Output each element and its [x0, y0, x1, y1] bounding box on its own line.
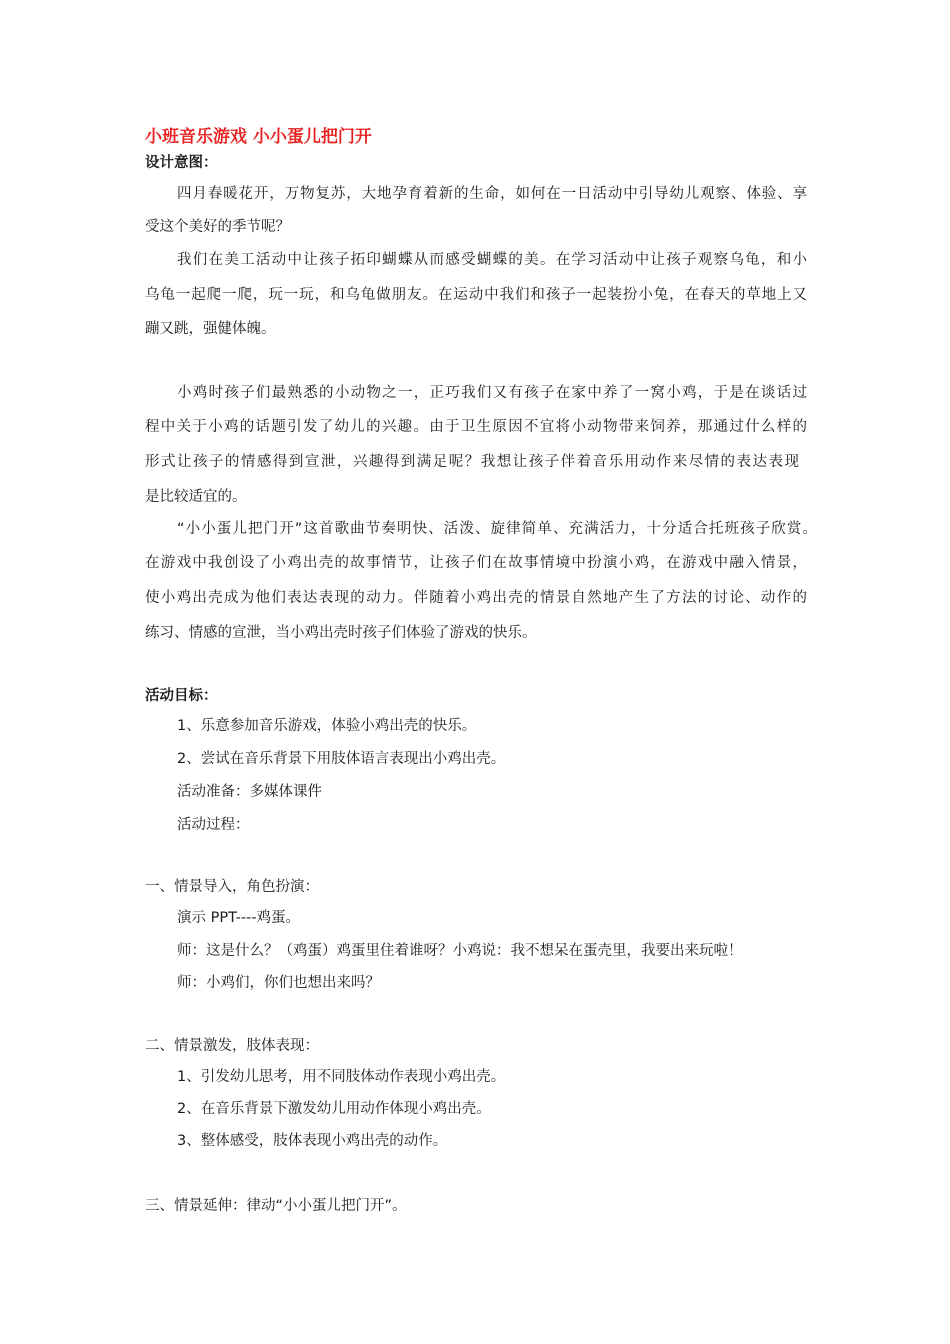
design-paragraph-2-line-2: 乌龟一起爬一爬，玩一玩，和乌龟做朋友。在运动中我们和孩子一起装扮小兔，在春天的草地上又 [145, 287, 807, 303]
step-1-line-2: 师：这是什么？（鸡蛋）鸡蛋里住着谁呀？小鸡说：我不想呆在蛋壳里，我要出来玩啦！ [177, 943, 743, 959]
design-paragraph-4-line-2: 在游戏中我创设了小鸡出壳的故事情节，让孩子们在故事情境中扮演小鸡，在游戏中融入情景， [145, 555, 807, 571]
step-2-line-1: 1、引发幼儿思考，用不同肢体动作表现小鸡出壳。 [177, 1069, 506, 1085]
design-paragraph-1-line-1: 四月春暖花开，万物复苏，大地孕育着新的生命，如何在一日活动中引导幼儿观察、体验、享 [177, 186, 807, 202]
design-paragraph-3-line-2: 程中关于小鸡的话题引发了幼儿的兴趣。由于卫生原因不宜将小动物带来饲养，那通过什么样的 [145, 419, 807, 435]
goals-heading: 活动目标： [145, 688, 218, 704]
step-1-heading: 一、情景导入，角色扮演： [145, 879, 319, 895]
page-title: 小班音乐游戏 小小蛋儿把门开 [145, 127, 372, 147]
design-paragraph-4-line-4: 练习、情感的宣泄，当小鸡出壳时孩子们体验了游戏的快乐。 [145, 625, 537, 641]
goal-item-2: 2、尝试在音乐背景下用肢体语言表现出小鸡出壳。 [177, 751, 506, 767]
design-paragraph-4-line-3: 使小鸡出壳成为他们表达表现的动力。伴随着小鸡出壳的情景自然地产生了方法的讨论、动作的 [145, 590, 807, 606]
design-heading: 设计意图： [145, 155, 218, 171]
step-1-line-3: 师：小鸡们，你们也想出来吗？ [177, 975, 380, 991]
preparation-text: 活动准备：多媒体课件 [177, 784, 322, 800]
process-label: 活动过程： [177, 817, 250, 833]
design-paragraph-1-line-2: 受这个美好的季节呢？ [145, 219, 290, 235]
design-paragraph-3-line-3: 形式让孩子的情感得到宣泄，兴趣得到满足呢？我想让孩子伴着音乐用动作来尽情的表达表现 [145, 454, 799, 470]
step-3-heading: 三、情景延伸：律动“小小蛋儿把门开”。 [145, 1198, 407, 1214]
design-paragraph-4-line-1: “小小蛋儿把门开”这首歌曲节奏明快、活泼、旋律简单、充满活力，十分适合托班孩子欣赏。 [177, 521, 817, 537]
design-paragraph-3-line-1: 小鸡时孩子们最熟悉的小动物之一，正巧我们又有孩子在家中养了一窝小鸡，于是在谈话过 [177, 385, 807, 401]
goal-item-1: 1、乐意参加音乐游戏，体验小鸡出壳的快乐。 [177, 718, 477, 734]
step-1-line-1: 演示 PPT----鸡蛋。 [177, 910, 301, 926]
design-paragraph-2-line-3: 蹦又跳，强健体魄。 [145, 321, 276, 337]
step-2-heading: 二、情景激发，肢体表现： [145, 1038, 319, 1054]
step-2-line-3: 3、整体感受，肢体表现小鸡出壳的动作。 [177, 1133, 448, 1149]
design-paragraph-2-line-1: 我们在美工活动中让孩子拓印蝴蝶从而感受蝴蝶的美。在学习活动中让孩子观察乌龟，和小 [177, 252, 807, 268]
step-2-line-2: 2、在音乐背景下激发幼儿用动作体现小鸡出壳。 [177, 1101, 491, 1117]
design-paragraph-3-line-4: 是比较适宜的。 [145, 489, 247, 505]
